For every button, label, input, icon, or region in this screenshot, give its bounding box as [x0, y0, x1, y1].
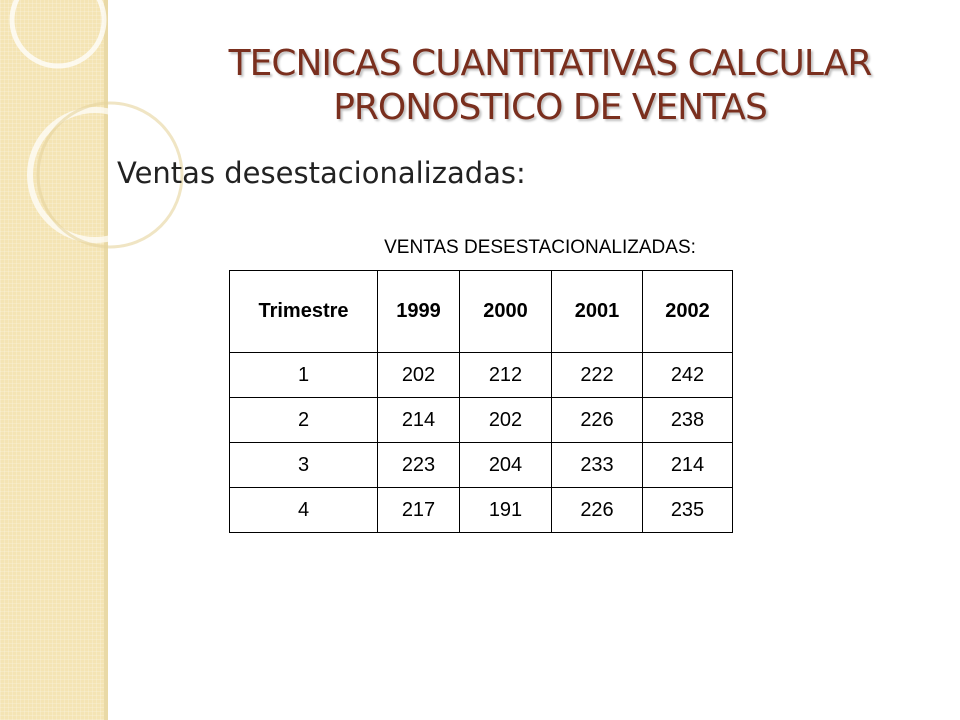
table-cell: 242: [643, 353, 733, 398]
header-trimestre: Trimestre: [230, 271, 378, 353]
sales-table: [229, 270, 733, 533]
header-1999: 1999: [378, 271, 460, 353]
table-cell: 202: [378, 353, 460, 398]
slide-title-line-1: TECNICAS CUANTITATIVAS CALCULAR: [228, 43, 872, 84]
header-2001: 2001: [552, 271, 643, 353]
table-header-row: [230, 271, 733, 353]
table-cell: 204: [460, 443, 552, 488]
table-cell: 223: [378, 443, 460, 488]
table-cell: 214: [643, 443, 733, 488]
table-cell: 217: [378, 488, 460, 533]
table-cell: 3: [230, 443, 378, 488]
table-cell: 1: [230, 353, 378, 398]
table-cell: 238: [643, 398, 733, 443]
decorative-ring-top: [12, 0, 104, 66]
table-cell: 222: [552, 353, 643, 398]
slide-title: [140, 42, 960, 130]
table-row: [230, 398, 733, 443]
table-cell: 2: [230, 398, 378, 443]
header-2002: 2002: [643, 271, 733, 353]
table-cell: 202: [460, 398, 552, 443]
table-cell: 212: [460, 353, 552, 398]
table-row: [230, 353, 733, 398]
slide-subtitle: Ventas desestacionalizadas:: [117, 156, 526, 190]
table-cell: 233: [552, 443, 643, 488]
table-cell: 235: [643, 488, 733, 533]
table-cell: 226: [552, 488, 643, 533]
table-cell: 226: [552, 398, 643, 443]
table-cell: 214: [378, 398, 460, 443]
table-row: [230, 443, 733, 488]
slide-title-line-2: PRONOSTICO DE VENTAS: [333, 87, 767, 128]
table-cell: 4: [230, 488, 378, 533]
table-cell: 191: [460, 488, 552, 533]
header-2000: 2000: [460, 271, 552, 353]
table-row: [230, 488, 733, 533]
table-caption: VENTAS DESESTACIONALIZADAS:: [384, 237, 696, 258]
